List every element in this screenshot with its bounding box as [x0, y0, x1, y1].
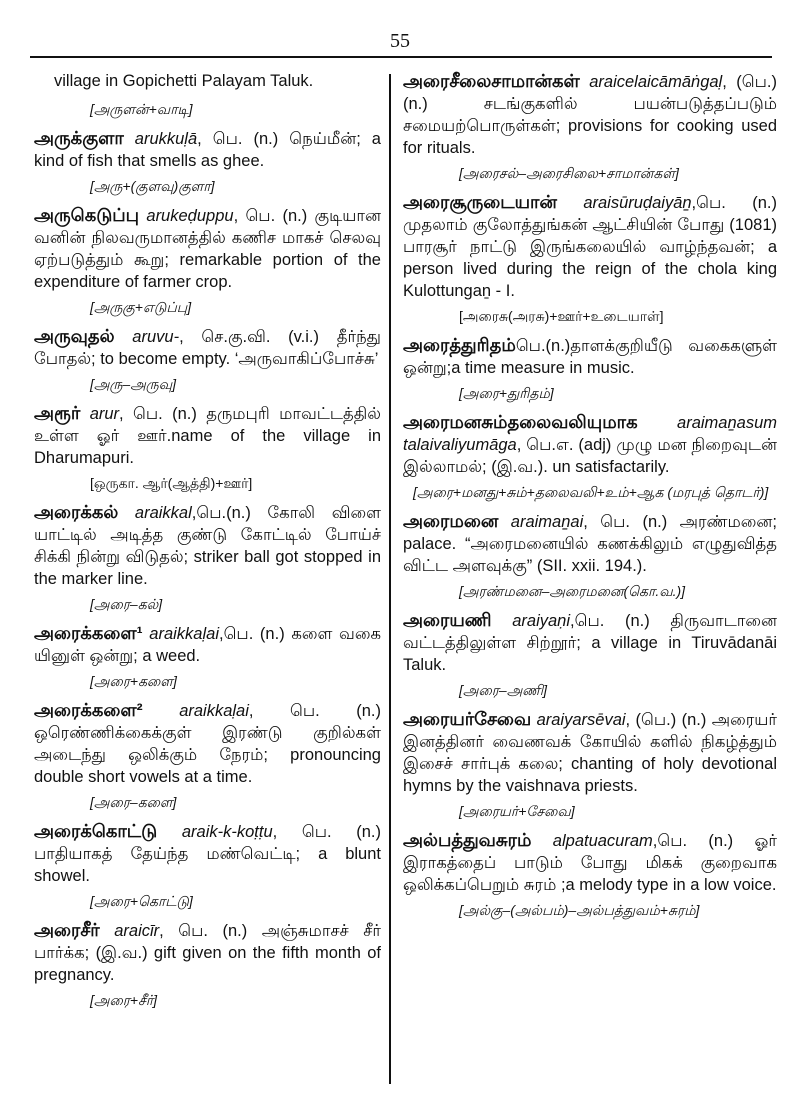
- entry-continuation: [34, 70, 381, 92]
- headword: அரைமனசும்தலைவலியுமாக: [403, 412, 638, 432]
- definition: ,பெ. (n.) களை வகை யினுள் ஒன்று; a weed.: [34, 625, 381, 665]
- definition: village in Gopichetti Palayam Taluk.: [54, 72, 314, 90]
- left-column: [34, 70, 381, 1018]
- headword: அரைக்களை¹: [34, 623, 143, 643]
- headword: அரையணி: [403, 610, 492, 630]
- headword: அருக்குளா: [34, 128, 124, 148]
- transliteration: araicelaicāmāṅgaḷ: [589, 73, 723, 91]
- header-rule: [30, 56, 772, 58]
- etymology-note: [அரை+மனது+சும்+தலைவலி+உம்+ஆக (மரபுத் தொடர்)]: [413, 484, 769, 500]
- transliteration: alpatuacuram: [552, 832, 653, 850]
- headword: அரைசூருடையான்: [403, 192, 557, 212]
- etymology-note: [அரைசல்–அரைசிலை+சாமான்கள்]: [459, 165, 679, 181]
- headword: அருகெடுப்பு: [34, 205, 140, 225]
- dictionary-entry: [34, 919, 381, 986]
- transliteration: araik-k-koṭṭu: [181, 823, 273, 841]
- etymology-note: [அரை+சீர்]: [90, 992, 158, 1008]
- transliteration: araisūruḍaiyāṉ: [583, 194, 692, 212]
- transliteration: araiyaṇi: [512, 612, 571, 630]
- dictionary-entry: [403, 411, 777, 478]
- dictionary-entry: [403, 708, 777, 797]
- transliteration: araikkaḷai: [179, 702, 249, 720]
- transliteration: araimaṉai: [510, 513, 584, 531]
- dictionary-entry: [34, 820, 381, 887]
- transliteration: araikkal: [134, 504, 192, 522]
- etymology-note: [அரு+(குளவு)குளா]: [90, 178, 215, 194]
- definition: , பெ. (n.) தருமபுரி மாவட்டத்தில் உள்ள ஓர் ஊர்.name of the village in Dharumapuri.: [34, 405, 381, 467]
- headword: அரைசீர்: [34, 920, 100, 940]
- definition: , பெ. (n.) நெய்மீன்; a kind of fish that smells as ghee.: [34, 130, 381, 170]
- etymology-note: [அரையர்+சேவை]: [459, 803, 575, 819]
- etymology-note: [அல்கு–(அல்பம்)–அல்பத்துவம்+சுரம்]: [459, 902, 700, 918]
- column-divider: [389, 74, 391, 1084]
- etymology-note: [அரை–கல்]: [90, 596, 163, 612]
- definition: ,பெ. (n.) ஓர் இராகத்தைப் பாடும் போது மிகக் குறைவாக ஒலிக்கப்பெறும் சுரம் ;a melody type in a low voice.: [403, 832, 777, 894]
- etymology-note: [அரு–அருவு]: [90, 376, 177, 392]
- dictionary-entry: [403, 191, 777, 302]
- etymology-note: [அருகு+எடுப்பு]: [90, 299, 192, 315]
- headword: அரூர்: [34, 403, 81, 423]
- headword: அருவுதல்: [34, 326, 115, 346]
- transliteration: araicīr: [114, 922, 160, 940]
- transliteration: araikkaḷai: [149, 625, 219, 643]
- etymology-note: [ஒருகா. ஆர்(ஆத்தி)+ஊர்]: [90, 475, 253, 491]
- headword: அரையர்சேவை: [403, 709, 532, 729]
- dictionary-entry: [34, 501, 381, 590]
- etymology-note: [அரைசு(அரசு)+ஊர்+உடையாள்]: [459, 308, 664, 324]
- etymology-note: [அரை+களை]: [90, 673, 177, 689]
- etymology-note: [அரண்மனை–அரைமனை(கொ.வ.)]: [459, 583, 686, 599]
- headword: அரைக்கொட்டு: [34, 821, 158, 841]
- dictionary-entry: [34, 325, 381, 370]
- dictionary-entry: [34, 204, 381, 293]
- definition: பெ.(n.)தாளக்குறியீடு வகைகளுள் ஒன்று;a time measure in music.: [403, 337, 777, 377]
- definition: , (பெ.) (n.) சடங்குகளில் பயன்படுத்தப்படும் சமையற்பொருள்கள்; provisions for cooking used for rituals.: [403, 73, 777, 157]
- definition: , செ.கு.வி. (v.i.) தீர்ந்து போதல்; to become empty. ‘அருவாகிப்போச்சு’: [34, 328, 381, 368]
- headword: அரைசீலைசாமான்கள்: [403, 71, 580, 91]
- transliteration: aruvu-: [132, 328, 180, 346]
- definition: , பெ. (n.) ஒரெண்ணிக்கைக்குள் இரண்டு குறில்கள் அடைந்து ஒலிக்கும் நேரம்; pronouncing double short vowels at a time.: [34, 702, 381, 786]
- transliteration: arur: [89, 405, 120, 423]
- definition: ,பெ. (n.) முதலாம் குலோத்துங்கன் ஆட்சியின் போது (1081) பாரசூர் நாட்டு இருங்கலையில் வாழ்ந்தவன்; a person lived during the reign of the chola king Kulottungaṉ - I.: [403, 194, 777, 300]
- etymology-note: [அரை–களை]: [90, 794, 177, 810]
- dictionary-entry: [34, 127, 381, 172]
- transliteration: araiyarsēvai: [536, 711, 626, 729]
- definition: , பெ. (n.) அரண்மனை; palace. “அரைமனையில் கணக்கிலும் எழுதுவித்த விட்ட அளவுக்கு” (SII. xxii. 194.).: [403, 513, 777, 575]
- dictionary-entry: [403, 609, 777, 676]
- dictionary-entry: [403, 334, 777, 379]
- dictionary-entry: [403, 829, 777, 896]
- headword: அரைக்களை²: [34, 700, 143, 720]
- headword: அரைமனை: [403, 511, 499, 531]
- definition: , (பெ.) (n.) அரையர் இனத்தினர் வைணவக் கோயில் களில் நிகழ்த்தும் இசைச் சார்புக் கலை; chanting of holy devotional hymns by the vaishnava priests.: [403, 711, 777, 795]
- dictionary-entry: [34, 622, 381, 667]
- definition: , பெ.எ. (adj) முழு மன நிறைவுடன் இல்லாமல்; (இ.வ.). un satisfactarily.: [403, 436, 777, 476]
- definition: ,பெ. (n.) திருவாடானை வட்டத்திலுள்ள சிற்றூர்; a village in Tiruvādanāi Taluk.: [403, 612, 778, 674]
- etymology-note: [அருளன்+வாடி]: [90, 101, 193, 117]
- headword: அல்பத்துவசுரம்: [403, 830, 532, 850]
- dictionary-entry: [403, 70, 777, 159]
- transliteration: araimaṉasum talaivaliyumāga: [403, 414, 777, 454]
- transliteration: arukkuḷā: [134, 130, 198, 148]
- dictionary-entry: [403, 510, 777, 577]
- definition: , பெ. (n.) அஞ்சுமாசச் சீர் பார்க்க; (இ.வ.) gift given on the fifth month of pregnancy.: [34, 922, 381, 984]
- right-column: [403, 70, 777, 928]
- definition: , பெ. (n.) குடியான வனின் நிலவருமானத்தில் கணிச மாகச் செலவு ஏற்படுத்தும் கூறு; remarkable portion of the expenditure of farmer crop.: [34, 207, 381, 291]
- dictionary-entry: [34, 402, 381, 469]
- transliteration: arukeḍuppu: [146, 207, 234, 225]
- etymology-note: [அரை–அணி]: [459, 682, 547, 698]
- definition: ,பெ.(n.) கோலி விளை யாட்டில் அடித்த குண்டு கோட்டில் போய்ச் சிக்கி நின்று விடுதல்; striker ball got stopped in the marker line.: [34, 504, 381, 588]
- page-number: 55: [390, 30, 410, 52]
- dictionary-entry: [34, 699, 381, 788]
- headword: அரைத்துரிதம்: [403, 335, 516, 355]
- headword: அரைக்கல்: [34, 502, 119, 522]
- definition: , பெ. (n.) பாதியாகத் தேய்ந்த மண்வெட்டி; a blunt showel.: [34, 823, 381, 885]
- etymology-note: [அரை+துரிதம்]: [459, 385, 554, 401]
- etymology-note: [அரை+கொட்டு]: [90, 893, 193, 909]
